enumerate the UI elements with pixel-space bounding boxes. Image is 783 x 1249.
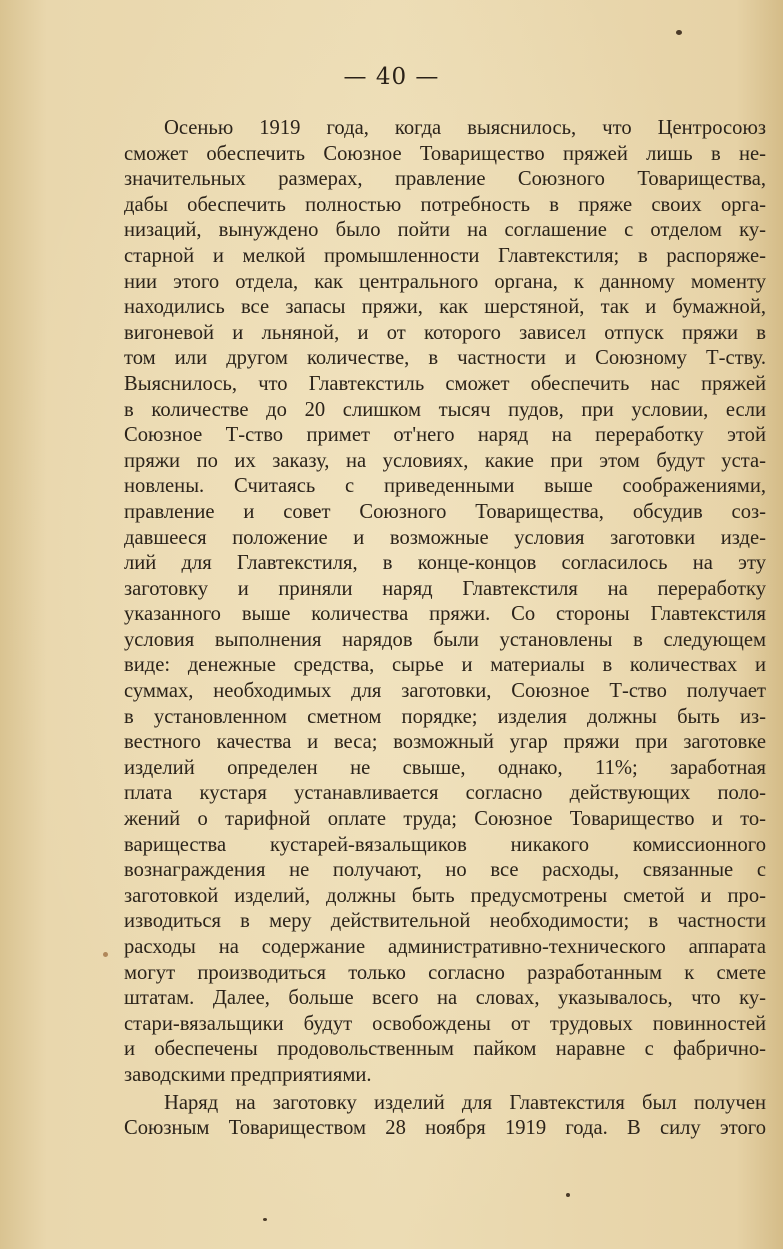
text-line: изводиться в меру действительной необходимости; в частности [124, 910, 766, 933]
text-line: находились все запасы пряжи, как шерстяной, так и бумажной, [124, 296, 766, 319]
text-line: Наряд на заготовку изделий для Главтекстиля был получен [164, 1091, 766, 1114]
text-line: стари-вязальщики будут освобождены от трудовых повинностей [124, 1012, 766, 1035]
text-line: значительных размерах, правление Союзного Товарищества, [124, 168, 766, 191]
text-line: заготовкой изделий, должны быть предусмотрены сметой и про- [124, 884, 766, 907]
text-line: в количестве до 20 слишком тысяч пудов, при условии, если [124, 398, 766, 421]
text-line: нии этого отдела, как центрального органа, к данному моменту [124, 270, 766, 293]
scan-speck [566, 1193, 570, 1197]
text-line: пряжи по их заказу, на условиях, какие при этом будут уста- [124, 449, 766, 472]
text-line: Выяснилось, что Главтекстиль сможет обеспечить нас пряжей [124, 372, 766, 395]
text-line: дабы обеспечить полностью потребность в пряже своих орга- [124, 193, 766, 216]
text-line: и обеспечены продовольственным пайком наравне с фабрично- [124, 1038, 766, 1061]
text-line: плата кустаря устанавливается согласно действующих поло- [124, 782, 766, 805]
page-number: — 40 — [343, 64, 440, 90]
text-line: низаций, вынуждено было пойти на соглашение с отделом ку- [124, 219, 766, 242]
text-line: варищества кустарей-вязальщиков никакого комиссионного [124, 833, 766, 856]
text-line: Осенью 1919 года, когда выяснилось, что Центросоюз [164, 117, 766, 139]
text-line: лий для Главтекстиля, в конце-концов согласилось на эту [124, 552, 766, 575]
text-line: сможет обеспечить Союзное Товарищество пряжей лишь в не- [124, 142, 766, 165]
text-line: Союзным Товариществом 28 ноября 1919 года. В силу этого [124, 1117, 766, 1140]
text-line: вигоневой и льняной, и от которого зависел отпуск пряжи в [124, 321, 766, 344]
text-line: изделий определен не свыше, однако, 11%; заработная [124, 756, 766, 779]
text-line: суммах, необходимых для заготовки, Союзное Т-ство получает [124, 680, 766, 703]
text-line: жений о тарифной оплате труда; Союзное Товарищество и то- [124, 808, 766, 831]
text-line: штатам. Далее, больше всего на словах, указывалось, что ку- [124, 987, 766, 1010]
text-line: Союзное Т-ство примет от'него наряд на переработку этой [124, 424, 766, 447]
text-line: заводскими предприятиями. [124, 1063, 372, 1086]
text-line: указанного выше количества пряжи. Со стороны Главтекстиля [124, 603, 766, 626]
text-line: расходы на содержание административно-технического аппарата [124, 936, 766, 958]
scan-speck [676, 30, 682, 35]
text-line: новлены. Считаясь с приведенными выше соображениями, [124, 475, 766, 498]
text-line: заготовку и приняли наряд Главтекстиля на переработку [124, 577, 766, 600]
text-line: условия выполнения нарядов были установлены в следующем [124, 628, 766, 651]
text-line: виде: денежные средства, сырье и материалы в количествах и [124, 654, 766, 677]
scan-speck [263, 1218, 267, 1221]
body-text [124, 116, 766, 1142]
text-line: вестного качества и веса; возможный угар пряжи при заготовке [124, 731, 766, 754]
text-line: могут производиться только согласно разработанным к смете [124, 961, 766, 984]
text-line: вознаграждения не получают, но все расходы, связанные с [124, 859, 766, 882]
text-line: в установленном сметном порядке; изделия должны быть из- [124, 705, 766, 728]
scan-speck [103, 952, 108, 957]
text-line: старной и мелкой промышленности Главтекстиля; в распоряже- [124, 244, 766, 267]
text-line: давшееся положение и возможные условия заготовки изде- [124, 526, 766, 549]
text-line: правление и совет Союзного Товарищества, обсудив соз- [124, 500, 766, 523]
text-line: том или другом количестве, в частности и Союзному Т-ству. [124, 347, 766, 370]
